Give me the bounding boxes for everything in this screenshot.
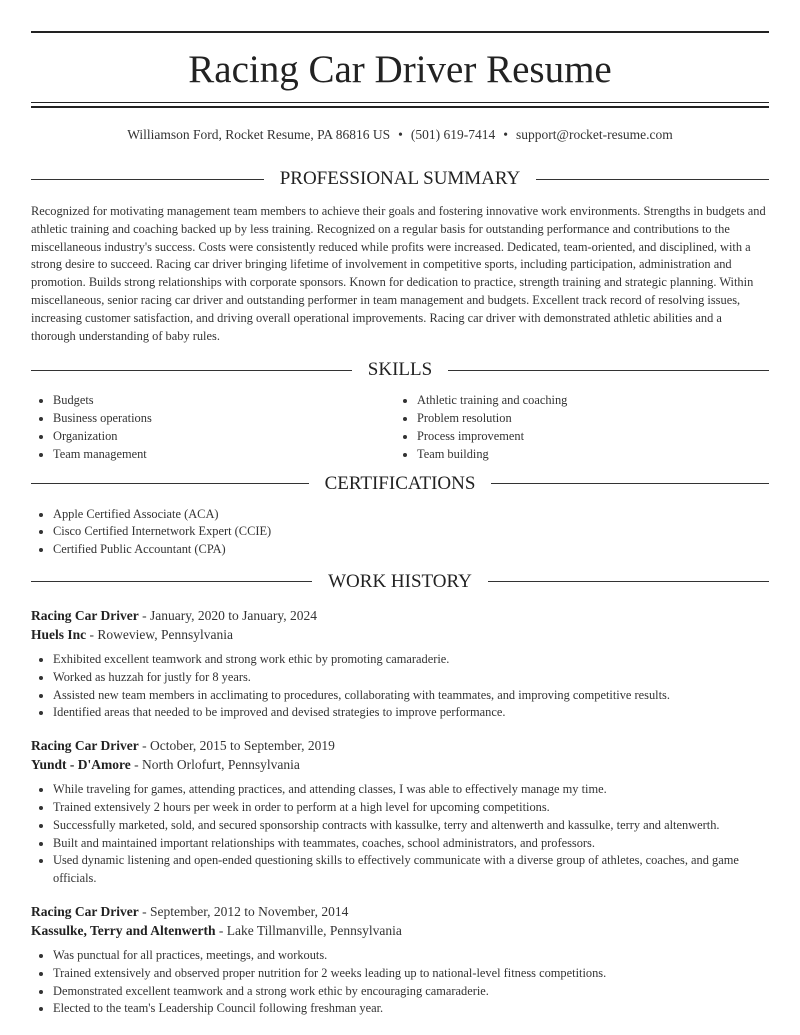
job-dates: - January, 2020 to January, 2024	[142, 607, 317, 623]
job-bullet: • Trained extensively and observed proper nutrition for 2 weeks leading up to national-level fitness competitions.	[53, 965, 769, 983]
heading-rule-right	[488, 581, 769, 582]
heading-rule-left	[31, 370, 352, 371]
skill-item: • Team management	[53, 446, 395, 464]
job-dates: - October, 2015 to September, 2019	[142, 738, 335, 754]
job-bullet: • Worked as huzzah for justly for 8 years.	[53, 669, 769, 687]
resume-title: Racing Car Driver Resume	[188, 48, 612, 91]
job-bullet: • Successfully marketed, sold, and secured sponsorship contracts with kassulke, terry and altenwerth and kassulke, terry and altenwerth.	[53, 817, 769, 835]
heading-rule-right	[536, 179, 769, 180]
resume-page	[0, 31, 800, 1018]
job-bullet: • Built and maintained important relationships with teammates, coaches, school administrators, and professors.	[53, 835, 769, 853]
job-title-line	[31, 736, 769, 755]
section-title: WORK HISTORY	[328, 570, 472, 592]
contact-address: Williamson Ford, Rocket Resume, PA 86816 US	[127, 127, 391, 142]
bullet-separator: •	[503, 127, 509, 142]
section-heading-certifications	[31, 472, 769, 496]
skill-item: • Problem resolution	[417, 410, 759, 428]
certification-item: • Apple Certified Associate (ACA)	[53, 506, 769, 524]
section-heading-work-history	[31, 570, 769, 594]
job-bullet: • Exhibited excellent teamwork and strong work ethic by promoting camaraderie.	[53, 651, 769, 669]
job-company-line	[31, 921, 769, 940]
heading-rule-right	[491, 483, 769, 484]
job-title: Racing Car Driver	[31, 903, 139, 919]
job-company-line	[31, 755, 769, 774]
job-bullet: • While traveling for games, attending practices, and attending classes, I was able to effectively manage my time.	[53, 781, 769, 799]
certification-item: • Certified Public Accountant (CPA)	[53, 541, 769, 559]
skill-item: • Budgets	[53, 392, 395, 410]
certification-item: • Cisco Certified Internetwork Expert (CCIE)	[53, 523, 769, 541]
job-bullet: • Was punctual for all practices, meetings, and workouts.	[53, 947, 769, 965]
contact-line	[31, 125, 769, 145]
job-location: - Lake Tillmanville, Pennsylvania	[218, 922, 402, 938]
certifications-list	[31, 506, 769, 559]
job-bullet: • Demonstrated excellent teamwork and a strong work ethic by encouraging camaraderie.	[53, 983, 769, 1001]
job-company-line	[31, 625, 769, 644]
job-bullet: • Elected to the team's Leadership Council following freshman year.	[53, 1000, 769, 1018]
title-double-rule	[31, 102, 769, 108]
job-bullet: • Used dynamic listening and open-ended questioning skills to effectively communicate with a diverse group of athletes, coaches, and game officials.	[53, 852, 769, 888]
job-company: Kassulke, Terry and Altenwerth	[31, 922, 216, 938]
section-title: PROFESSIONAL SUMMARY	[279, 168, 521, 189]
job-title-line	[31, 606, 769, 625]
skill-item: • Process improvement	[417, 428, 759, 446]
skill-item: • Athletic training and coaching	[417, 392, 759, 410]
job-entry	[31, 736, 769, 888]
job-bullets	[31, 947, 769, 1018]
job-bullet: • Assisted new team members in acclimating to procedures, collaborating with teammates, and improving competitive results.	[53, 687, 769, 705]
section-title: SKILLS	[367, 359, 433, 381]
heading-rule-left	[31, 483, 309, 484]
job-bullet: • Identified areas that needed to be improved and devised strategies to improve performance.	[53, 704, 769, 722]
job-title-line	[31, 902, 769, 921]
skill-item: • Team building	[417, 446, 759, 464]
skills-list	[31, 392, 769, 463]
contact-phone: (501) 619-7414	[410, 127, 496, 142]
job-title: Racing Car Driver	[31, 738, 139, 754]
section-heading-summary	[31, 167, 769, 191]
job-bullet: • Trained extensively 2 hours per week in order to perform at a high level for upcoming competitions.	[53, 799, 769, 817]
top-rule	[31, 31, 769, 33]
job-entry	[31, 902, 769, 1018]
job-dates: - September, 2012 to November, 2014	[142, 903, 349, 919]
job-location: - North Orlofurt, Pennsylvania	[134, 757, 300, 773]
skills-column-right	[395, 392, 759, 463]
contact-email: support@rocket-resume.com	[516, 127, 673, 142]
job-location: - Roweview, Pennsylvania	[89, 626, 233, 642]
job-bullets	[31, 651, 769, 722]
job-entry	[31, 606, 769, 722]
section-title: CERTIFICATIONS	[324, 472, 476, 494]
job-company: Yundt - D'Amore	[31, 757, 131, 773]
heading-rule-right	[448, 370, 769, 371]
skill-item: • Business operations	[53, 410, 395, 428]
skills-column-left	[31, 392, 395, 463]
job-company: Huels Inc	[31, 626, 87, 642]
section-heading-skills	[31, 358, 769, 382]
heading-rule-left	[31, 179, 264, 180]
summary-paragraph: Recognized for motivating management team members to achieve their goals and fostering innovative work environments. Strengths in budgets and athletic training and coaching backed up by less training. Recognized on a regular basis for outstanding performance and contributions to the miscellaneous industry's success. Costs were consistently reduced while profits were increased. Dedicated, team-oriented, and disciplined, with a strong desire to succeed. Racing car driver bringing lifetime of involvement in competitive sports, including participation, administration and promotion. Builds strong relationships with corporate sponsors. Known for dedication to practice, strength training and strategic planning. Within miscellaneous, senior racing car driver and outstanding performer in team management and budgets. Excellent track record of resolving issues, increasing customer satisfaction, and driving overall operational improvements. Racing car driver with demonstrated athletic abilities and a thorough understanding of baby rules.	[31, 204, 766, 343]
skill-item: • Organization	[53, 428, 395, 446]
heading-rule-left	[31, 581, 312, 582]
job-bullets	[31, 781, 769, 888]
job-title: Racing Car Driver	[31, 607, 139, 623]
bullet-separator: •	[398, 127, 403, 142]
